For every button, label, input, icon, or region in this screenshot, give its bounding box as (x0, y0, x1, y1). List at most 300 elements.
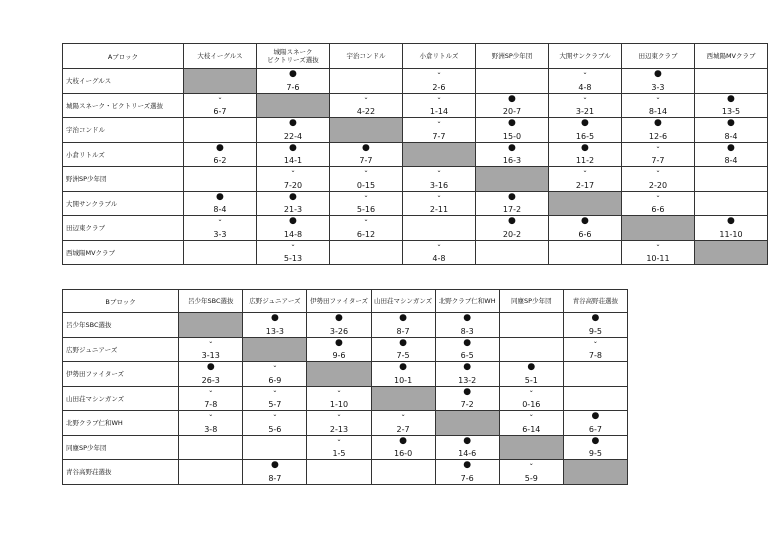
loss-chevron-icon: ⌄ (217, 216, 223, 223)
result-cell (402, 118, 475, 143)
self-match-cell (694, 240, 767, 265)
score-text: 6-2 (213, 156, 227, 165)
score-text: 9-5 (588, 326, 602, 336)
result-cell (371, 313, 435, 338)
self-match-cell (475, 167, 548, 192)
win-dot-icon: ● (591, 313, 600, 323)
score-text: 2-6 (432, 82, 446, 92)
loss-chevron-icon: ⌄ (592, 337, 598, 345)
row-team-label: 西城陽MVクラブ (63, 240, 184, 265)
win-dot-icon: ● (727, 93, 735, 104)
team-row (63, 93, 768, 118)
score-text: 16-5 (575, 131, 595, 141)
team-row (63, 216, 768, 241)
score-text: 20-2 (502, 229, 522, 239)
row-team-label: 広野ジュニアーズ (63, 337, 179, 362)
self-match-cell (307, 362, 371, 387)
team-row (63, 142, 768, 167)
result-cell (243, 386, 307, 411)
loss-chevron-icon: ⌄ (363, 167, 369, 174)
score-text: 6-7 (213, 107, 227, 116)
result-cell (243, 435, 307, 460)
result-cell (402, 216, 475, 241)
result-cell (256, 118, 329, 143)
score-text: 4-8 (432, 254, 446, 263)
score-text: 7-6 (460, 473, 474, 483)
result-cell (621, 240, 694, 265)
score-text: 13-5 (721, 107, 741, 116)
loss-chevron-icon: ⌄ (436, 118, 442, 125)
result-cell (179, 460, 243, 485)
score-text: 22-4 (283, 131, 303, 141)
result-cell (499, 313, 563, 338)
win-dot-icon: ● (289, 191, 297, 202)
result-cell (694, 93, 767, 118)
score-text: 6-5 (460, 351, 474, 360)
loss-chevron-icon: ⌄ (436, 93, 442, 101)
block-title: Aブロック (63, 44, 184, 69)
result-cell (183, 93, 256, 118)
team-row (63, 240, 768, 265)
team-row (63, 435, 628, 460)
loss-chevron-icon: ⌄ (290, 167, 296, 174)
loss-chevron-icon: ⌄ (655, 142, 661, 150)
score-text: 6-14 (522, 424, 541, 434)
loss-chevron-icon: ⌄ (528, 460, 534, 467)
score-text: 2-11 (429, 205, 449, 214)
loss-chevron-icon: ⌄ (655, 167, 661, 174)
result-cell (548, 118, 621, 143)
win-dot-icon: ● (508, 142, 516, 153)
result-cell (621, 118, 694, 143)
result-cell (435, 362, 499, 387)
win-dot-icon: ● (289, 142, 297, 153)
block-a-table (62, 43, 768, 265)
row-team-label: 同塵SP少年団 (63, 435, 179, 460)
win-dot-icon: ● (463, 362, 472, 372)
win-dot-icon: ● (581, 118, 589, 128)
result-cell (563, 386, 627, 411)
result-cell (499, 411, 563, 436)
win-dot-icon: ● (289, 216, 297, 226)
result-cell (243, 362, 307, 387)
score-text: 8-4 (724, 156, 738, 165)
team-row (63, 362, 628, 387)
row-team-label: 北野クラブ仁和WH (63, 411, 179, 436)
win-dot-icon: ● (463, 337, 472, 348)
row-team-label: 大開サンクラブル (63, 191, 184, 216)
result-cell (402, 93, 475, 118)
win-dot-icon: ● (727, 216, 735, 226)
result-cell (329, 142, 402, 167)
score-text: 20-7 (502, 107, 522, 116)
column-team-header: 呂少年SBC選抜 (179, 290, 243, 313)
win-dot-icon: ● (727, 142, 735, 153)
team-row (63, 386, 628, 411)
result-cell (183, 142, 256, 167)
score-text: 3-26 (329, 326, 349, 336)
result-cell (256, 167, 329, 192)
result-cell (402, 69, 475, 94)
result-cell (694, 167, 767, 192)
result-cell (243, 460, 307, 485)
score-text: 10-11 (646, 254, 670, 263)
result-cell (475, 142, 548, 167)
column-team-header: 城陽スネーク ビクトリーズ選抜 (256, 44, 329, 69)
result-cell (563, 411, 627, 436)
loss-chevron-icon: ⌄ (363, 93, 369, 101)
self-match-cell (402, 142, 475, 167)
result-cell (256, 69, 329, 94)
result-cell (243, 411, 307, 436)
score-text: 3-13 (201, 351, 220, 360)
loss-chevron-icon: ⌄ (436, 240, 442, 248)
result-cell (371, 411, 435, 436)
result-cell (499, 362, 563, 387)
score-text: 7-5 (396, 351, 410, 360)
score-text: 14-1 (283, 156, 303, 165)
result-cell (402, 240, 475, 265)
result-cell (371, 362, 435, 387)
loss-chevron-icon: ⌄ (272, 362, 278, 369)
score-text: 8-14 (648, 107, 668, 116)
win-dot-icon: ● (508, 216, 516, 226)
result-cell (183, 118, 256, 143)
self-match-cell (371, 386, 435, 411)
result-cell (499, 386, 563, 411)
result-cell (329, 167, 402, 192)
header-row (63, 290, 628, 313)
win-dot-icon: ● (463, 386, 472, 397)
loss-chevron-icon: ⌄ (436, 191, 442, 199)
result-cell (402, 167, 475, 192)
team-row (63, 313, 628, 338)
column-team-header: 大開サンクラブル (548, 44, 621, 69)
score-text: 3-8 (204, 424, 218, 434)
win-dot-icon: ● (399, 362, 408, 372)
win-dot-icon: ● (463, 313, 472, 323)
result-cell (179, 435, 243, 460)
column-team-header: 広野ジュニアーズ (243, 290, 307, 313)
self-match-cell (256, 93, 329, 118)
score-text: 8-7 (396, 326, 410, 336)
result-cell (548, 240, 621, 265)
result-cell (329, 240, 402, 265)
score-text: 15-0 (502, 131, 522, 141)
result-cell (256, 240, 329, 265)
result-cell (371, 435, 435, 460)
result-cell (475, 118, 548, 143)
score-text: 26-3 (201, 375, 220, 385)
result-cell (548, 69, 621, 94)
win-dot-icon: ● (289, 118, 297, 128)
score-text: 3-21 (575, 107, 595, 116)
row-team-label: 城陽スネーク・ビクトリーズ選抜 (63, 93, 184, 118)
column-team-header: 同塵SP少年団 (499, 290, 563, 313)
loss-chevron-icon: ⌄ (217, 93, 223, 101)
score-text: 5-9 (524, 473, 538, 483)
result-cell (563, 435, 627, 460)
score-text: 5-6 (268, 424, 282, 434)
result-cell (329, 191, 402, 216)
result-cell (183, 167, 256, 192)
self-match-cell (499, 435, 563, 460)
win-dot-icon: ● (581, 216, 589, 226)
score-text: 8-7 (268, 473, 282, 483)
team-row (63, 69, 768, 94)
result-cell (371, 460, 435, 485)
win-dot-icon: ● (216, 142, 224, 153)
result-cell (435, 460, 499, 485)
score-text: 1-5 (332, 449, 346, 458)
win-dot-icon: ● (216, 191, 224, 202)
score-text: 2-20 (648, 180, 668, 190)
block-b-table (62, 289, 628, 485)
score-text: 9-6 (332, 351, 346, 360)
result-cell (694, 216, 767, 241)
team-row (63, 191, 768, 216)
column-team-header: 伊勢田ファイターズ (307, 290, 371, 313)
score-text: 14-6 (458, 449, 477, 458)
column-team-header: 田辺東クラブ (621, 44, 694, 69)
result-cell (621, 167, 694, 192)
score-text: 7-2 (460, 400, 474, 409)
team-row (63, 460, 628, 485)
loss-chevron-icon: ⌄ (336, 386, 342, 394)
result-cell (435, 313, 499, 338)
win-dot-icon: ● (463, 435, 472, 446)
result-cell (435, 386, 499, 411)
loss-chevron-icon: ⌄ (655, 191, 661, 199)
win-dot-icon: ● (206, 362, 215, 372)
win-dot-icon: ● (508, 191, 516, 202)
score-text: 6-6 (651, 205, 665, 214)
score-text: 13-2 (458, 375, 477, 385)
loss-chevron-icon: ⌄ (272, 386, 278, 394)
result-cell (694, 142, 767, 167)
loss-chevron-icon: ⌄ (336, 411, 342, 418)
score-text: 12-6 (648, 131, 668, 141)
win-dot-icon: ● (591, 411, 600, 421)
result-cell (256, 216, 329, 241)
result-cell (307, 435, 371, 460)
loss-chevron-icon: ⌄ (363, 216, 369, 223)
win-dot-icon: ● (527, 362, 536, 372)
score-text: 3-3 (651, 82, 665, 92)
result-cell (256, 191, 329, 216)
score-text: 7-8 (204, 400, 218, 409)
result-cell (307, 386, 371, 411)
score-text: 0-15 (356, 180, 376, 190)
win-dot-icon: ● (591, 435, 600, 446)
win-dot-icon: ● (270, 460, 279, 470)
score-text: 14-8 (283, 229, 303, 239)
column-team-header: 青谷高野荘選抜 (563, 290, 627, 313)
result-cell (475, 93, 548, 118)
score-text: 4-8 (578, 82, 592, 92)
result-cell (563, 362, 627, 387)
result-cell (621, 69, 694, 94)
loss-chevron-icon: ⌄ (208, 337, 214, 345)
score-text: 6-7 (588, 424, 602, 434)
win-dot-icon: ● (399, 337, 408, 348)
loss-chevron-icon: ⌄ (272, 411, 278, 418)
win-dot-icon: ● (270, 313, 279, 323)
score-text: 11-10 (719, 229, 743, 239)
row-team-label: 山田荘マシンガンズ (63, 386, 179, 411)
result-cell (694, 69, 767, 94)
score-text: 5-1 (524, 375, 538, 385)
score-text: 7-7 (432, 131, 446, 141)
result-cell (371, 337, 435, 362)
self-match-cell (563, 460, 627, 485)
loss-chevron-icon: ⌄ (400, 411, 406, 418)
score-text: 4-22 (356, 107, 376, 116)
result-cell (179, 386, 243, 411)
score-text: 17-2 (502, 205, 522, 214)
score-text: 1-10 (329, 400, 349, 409)
result-cell (475, 240, 548, 265)
result-cell (402, 191, 475, 216)
result-cell (183, 240, 256, 265)
loss-chevron-icon: ⌄ (655, 240, 661, 248)
self-match-cell (548, 191, 621, 216)
score-text: 16-0 (394, 449, 413, 458)
loss-chevron-icon: ⌄ (528, 411, 534, 418)
result-cell (307, 337, 371, 362)
result-cell (329, 69, 402, 94)
result-cell (694, 191, 767, 216)
win-dot-icon: ● (727, 118, 735, 128)
result-cell (183, 216, 256, 241)
score-text: 8-3 (460, 326, 474, 336)
loss-chevron-icon: ⌄ (290, 240, 296, 248)
win-dot-icon: ● (581, 142, 589, 153)
result-cell (183, 191, 256, 216)
result-cell (256, 142, 329, 167)
result-cell (499, 337, 563, 362)
result-cell (179, 337, 243, 362)
self-match-cell (179, 313, 243, 338)
result-cell (179, 411, 243, 436)
result-cell (563, 313, 627, 338)
result-cell (548, 93, 621, 118)
result-cell (621, 191, 694, 216)
win-dot-icon: ● (654, 69, 662, 79)
score-text: 7-8 (588, 351, 602, 360)
row-team-label: 伊勢田ファイターズ (63, 362, 179, 387)
self-match-cell (621, 216, 694, 241)
result-cell (475, 69, 548, 94)
loss-chevron-icon: ⌄ (582, 167, 588, 174)
score-text: 8-4 (724, 131, 738, 141)
win-dot-icon: ● (508, 93, 516, 104)
loss-chevron-icon: ⌄ (582, 69, 588, 76)
column-team-header: 小倉リトルズ (402, 44, 475, 69)
score-text: 6-12 (356, 229, 376, 239)
team-row (63, 167, 768, 192)
score-text: 5-13 (283, 254, 303, 263)
result-cell (307, 411, 371, 436)
column-team-header: 北野クラブ仁和WH (435, 290, 499, 313)
header-row (63, 44, 768, 69)
score-text: 3-16 (429, 180, 449, 190)
score-text: 3-3 (213, 229, 227, 239)
score-text: 7-20 (283, 180, 303, 190)
score-text: 10-1 (394, 375, 413, 385)
result-cell (621, 142, 694, 167)
score-text: 2-17 (575, 180, 595, 190)
score-text: 2-13 (329, 424, 349, 434)
score-text: 11-2 (575, 156, 595, 165)
row-team-label: 青谷高野荘選抜 (63, 460, 179, 485)
block-title: Bブロック (63, 290, 179, 313)
column-team-header: 野洲SP少年団 (475, 44, 548, 69)
self-match-cell (435, 411, 499, 436)
loss-chevron-icon: ⌄ (436, 167, 442, 174)
loss-chevron-icon: ⌄ (528, 386, 534, 394)
self-match-cell (329, 118, 402, 143)
result-cell (563, 337, 627, 362)
result-cell (475, 216, 548, 241)
row-team-label: 呂少年SBC選抜 (63, 313, 179, 338)
score-text: 7-7 (359, 156, 373, 165)
score-text: 5-16 (356, 205, 376, 214)
result-cell (475, 191, 548, 216)
result-cell (499, 460, 563, 485)
result-cell (179, 362, 243, 387)
win-dot-icon: ● (463, 460, 472, 470)
loss-chevron-icon: ⌄ (336, 435, 342, 443)
row-team-label: 小倉リトルズ (63, 142, 184, 167)
result-cell (435, 337, 499, 362)
win-dot-icon: ● (508, 118, 516, 128)
score-text: 1-14 (429, 107, 449, 116)
self-match-cell (243, 337, 307, 362)
result-cell (307, 313, 371, 338)
row-team-label: 田辺東クラブ (63, 216, 184, 241)
loss-chevron-icon: ⌄ (436, 69, 442, 76)
column-team-header: 大枝イーグルス (183, 44, 256, 69)
win-dot-icon: ● (399, 435, 408, 446)
win-dot-icon: ● (362, 142, 370, 153)
loss-chevron-icon: ⌄ (582, 93, 588, 101)
self-match-cell (183, 69, 256, 94)
score-text: 6-6 (578, 229, 592, 239)
result-cell (435, 435, 499, 460)
score-text: 13-3 (265, 326, 284, 336)
win-dot-icon: ● (399, 313, 408, 323)
result-cell (621, 93, 694, 118)
result-cell (548, 167, 621, 192)
row-team-label: 大枝イーグルス (63, 69, 184, 94)
score-text: 7-7 (651, 156, 665, 165)
result-cell (548, 216, 621, 241)
score-text: 21-3 (283, 205, 303, 214)
score-text: 5-7 (268, 400, 282, 409)
result-cell (694, 118, 767, 143)
loss-chevron-icon: ⌄ (208, 411, 214, 418)
result-cell (243, 313, 307, 338)
result-cell (548, 142, 621, 167)
score-text: 6-9 (268, 375, 282, 385)
team-row (63, 411, 628, 436)
result-cell (307, 460, 371, 485)
result-cell (329, 93, 402, 118)
score-text: 8-4 (213, 205, 227, 214)
score-text: 9-5 (588, 449, 602, 458)
win-dot-icon: ● (654, 118, 662, 128)
